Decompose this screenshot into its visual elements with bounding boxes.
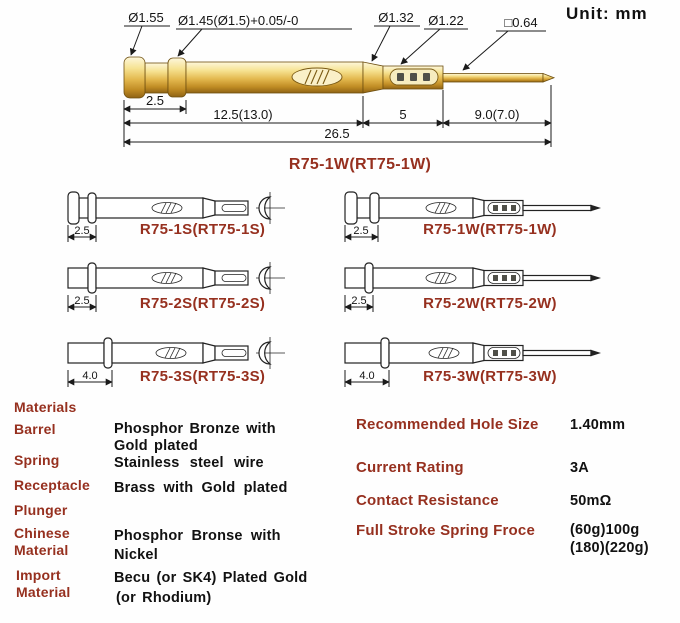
- dim-9-0: 9.0(7.0): [474, 107, 520, 122]
- variant-drawing-1s: [64, 188, 304, 248]
- label-square-0-64: □0.64: [504, 15, 538, 30]
- variant-label-1w: R75-1W(RT75-1W): [423, 221, 557, 238]
- label-dia-1-22: Ø1.22: [428, 13, 464, 28]
- probe-flange: [124, 57, 145, 98]
- variant-label-3s: R75-3S(RT75-3S): [139, 368, 266, 385]
- probe-crimp-window: [292, 68, 342, 86]
- spec-label-contact-resistance: Contact Resistance: [356, 492, 499, 509]
- spec-value-contact-resistance: 50mΩ: [570, 493, 612, 509]
- variant-dim: 4.0: [82, 370, 98, 382]
- spec-label-hole-size: Recommended Hole Size: [356, 416, 539, 433]
- materials-label-barrel: Barrel: [14, 421, 56, 437]
- spec-value-hole-size: 1.40mm: [570, 417, 626, 433]
- variant-dim: 2.5: [74, 295, 90, 307]
- spec-label-spring-force: Full Stroke Spring Froce: [356, 522, 535, 539]
- materials-value-barrel-1: Phosphor Bronze with: [114, 421, 276, 437]
- variant-dim: 4.0: [359, 370, 375, 382]
- dimension-lines: [124, 85, 551, 147]
- variant-dim: 2.5: [353, 225, 369, 237]
- variant-drawing-1w: [341, 188, 603, 248]
- materials-label-receptacle: Receptacle: [14, 477, 90, 493]
- materials-value-import-2: (or Rhodium): [116, 590, 212, 606]
- materials-heading: Materials: [14, 399, 77, 415]
- probe-taper: [363, 62, 383, 93]
- materials-value-chinese-1: Phosphor Bronse with: [114, 528, 281, 544]
- dim-26-5: 26.5: [324, 126, 350, 141]
- probe-needle-tip: [543, 74, 554, 83]
- materials-value-import-1: Becu (or SK4) Plated Gold: [114, 570, 308, 586]
- label-dia-1-45: Ø1.45(Ø1.5)+0.05/-0: [178, 13, 299, 28]
- concave-tip-end-view: [256, 192, 285, 224]
- probe-neck: [145, 63, 168, 93]
- main-drawing-title: R75-1W(RT75-1W): [288, 156, 432, 173]
- spec-value-spring-force-2: (180)(220g): [570, 540, 649, 556]
- materials-value-chinese-2: Nickel: [114, 547, 158, 563]
- variant-dim: 2.5: [74, 225, 90, 237]
- variant-dim: 2.5: [351, 295, 367, 307]
- unit-label: Unit: mm: [566, 4, 648, 23]
- materials-value-receptacle: Brass with Gold plated: [114, 480, 288, 496]
- variant-label-2s: R75-2S(RT75-2S): [139, 295, 266, 312]
- spec-label-current-rating: Current Rating: [356, 459, 464, 476]
- materials-label-chinese-material: Chinese Material: [14, 525, 70, 558]
- concave-tip-end-view: [256, 262, 285, 294]
- probe-square-marks: [390, 69, 438, 85]
- label-dia-1-55: Ø1.55: [128, 10, 164, 25]
- dim-2-5: 2.5: [145, 93, 165, 108]
- label-dia-1-32: Ø1.32: [378, 10, 414, 25]
- materials-value-barrel-2: Gold plated: [114, 438, 198, 454]
- materials-label-spring: Spring: [14, 452, 60, 468]
- probe-needle: [443, 74, 543, 83]
- materials-label-plunger: Plunger: [14, 502, 68, 518]
- probe-ring: [168, 58, 186, 97]
- concave-tip-end-view: [256, 337, 285, 369]
- variant-label-2w: R75-2W(RT75-2W): [423, 295, 557, 312]
- spec-value-spring-force-1: (60g)100g: [570, 522, 640, 538]
- variant-label-1s: R75-1S(RT75-1S): [139, 221, 266, 238]
- variant-label-3w: R75-3W(RT75-3W): [423, 368, 557, 385]
- materials-label-import-material: Import Material: [16, 567, 71, 600]
- dim-12-5: 12.5(13.0): [213, 107, 273, 122]
- dim-5: 5: [399, 107, 407, 122]
- spec-value-current-rating: 3A: [570, 460, 589, 476]
- materials-value-spring: Stainless steel wire: [114, 455, 264, 471]
